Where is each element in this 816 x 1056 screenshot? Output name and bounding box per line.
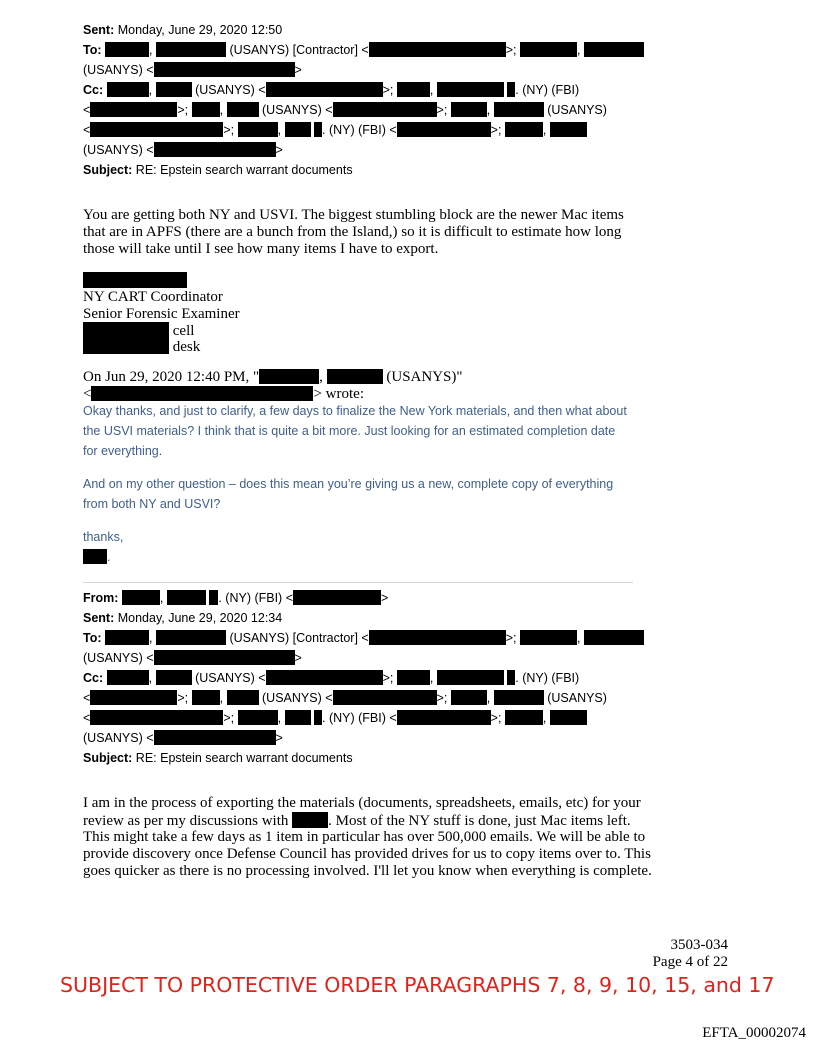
redaction <box>397 710 491 725</box>
body-line: provide discovery once Defense Council has provided drives for us to copy items over to. This <box>83 846 651 862</box>
signature-cell: cell <box>83 322 194 340</box>
document-number: 3503-034 <box>670 937 728 953</box>
redaction <box>192 102 220 117</box>
from-line: From: , . (NY) (FBI) < > <box>83 591 389 605</box>
signature-name <box>83 272 187 290</box>
redaction <box>584 630 644 645</box>
redaction <box>227 690 259 705</box>
bates-number: EFTA_00002074 <box>702 1025 806 1041</box>
redaction <box>154 62 295 77</box>
redaction <box>505 122 543 137</box>
to-line-1: To: , (USANYS) [Contractor] < >; , <box>83 40 644 60</box>
redaction <box>105 630 149 645</box>
signature-desk: desk <box>83 338 200 356</box>
to-line-2: (USANYS) < > <box>83 63 302 77</box>
redaction <box>227 102 259 117</box>
quoted-line: from both NY and USVI? <box>83 497 221 511</box>
redaction <box>437 82 504 97</box>
redaction <box>107 670 149 685</box>
redaction <box>91 386 313 401</box>
redaction <box>494 690 544 705</box>
redaction <box>192 690 220 705</box>
sent-line-2: Sent: Monday, June 29, 2020 12:34 <box>83 611 283 625</box>
redaction <box>494 102 544 117</box>
quoted-thanks: thanks, <box>83 530 124 544</box>
redaction <box>156 630 226 645</box>
separator <box>83 582 633 583</box>
redaction <box>154 650 295 665</box>
sent-line-1: Sent: Monday, June 29, 2020 12:50 <box>83 23 283 37</box>
quoted-signoff: . <box>83 547 110 567</box>
quoted-line: And on my other question – does this mean you’re giving us a new, complete copy of everything <box>83 477 614 491</box>
redaction <box>83 272 187 288</box>
signature-title: NY CART Coordinator <box>83 289 223 305</box>
signature-title: Senior Forensic Examiner <box>83 306 240 322</box>
redaction <box>314 710 322 725</box>
cc-line-2: < >; , (USANYS) < >; , (USANYS) <box>83 103 607 117</box>
cc-line-3b: < >; , . (NY) (FBI) < >; , <box>83 708 587 728</box>
to-line-2b: (USANYS) < > <box>83 651 302 665</box>
redaction <box>90 710 223 725</box>
quote-intro-email: < > wrote: <box>83 386 364 402</box>
body-line: This might take a few days as 1 item in particular has over 500,000 emails. We will be able to <box>83 829 646 845</box>
redaction <box>520 630 577 645</box>
redaction <box>209 590 218 605</box>
redaction <box>107 82 149 97</box>
redaction <box>83 322 169 338</box>
redaction <box>550 122 587 137</box>
body-line: that are in APFS (there are a bunch from the Island,) so it is difficult to estimate how long <box>83 224 622 240</box>
redaction <box>437 670 504 685</box>
redaction <box>90 690 177 705</box>
redaction <box>397 670 430 685</box>
redaction <box>167 590 206 605</box>
page-number: Page 4 of 22 <box>652 954 728 970</box>
redaction <box>238 122 278 137</box>
redaction <box>285 122 311 137</box>
quote-intro: On Jun 29, 2020 12:40 PM, " , (USANYS)" <box>83 369 463 385</box>
protective-order-banner: SUBJECT TO PROTECTIVE ORDER PARAGRAPHS 7, 8, 9, 10, 15, and 17 <box>60 973 775 997</box>
redaction <box>90 102 177 117</box>
redaction <box>451 102 487 117</box>
to-line-1b: To: , (USANYS) [Contractor] < >; , <box>83 628 644 648</box>
redaction <box>154 142 276 157</box>
redaction <box>505 710 543 725</box>
redaction <box>327 369 383 384</box>
redaction <box>154 730 276 745</box>
redaction <box>333 690 437 705</box>
redaction <box>156 42 226 57</box>
cc-line-1: Cc: , (USANYS) < >; , . (NY) (FBI) <box>83 83 580 97</box>
subject-line-2: Subject: RE: Epstein search warrant documents <box>83 751 353 765</box>
redaction <box>285 710 311 725</box>
quoted-line: Okay thanks, and just to clarify, a few days to finalize the New York materials, and then what about <box>83 404 627 418</box>
redaction <box>369 630 506 645</box>
cc-line-3: < >; , . (NY) (FBI) < >; , <box>83 120 587 140</box>
body-line: I am in the process of exporting the materials (documents, spreadsheets, emails, etc) for your <box>83 795 641 811</box>
redaction <box>266 670 383 685</box>
redaction <box>293 590 381 605</box>
body-line: You are getting both NY and USVI. The biggest stumbling block are the newer Mac items <box>83 207 624 223</box>
cc-line-4: (USANYS) < > <box>83 143 283 157</box>
redaction <box>397 122 491 137</box>
body-line: those will take until I see how many items I have to export. <box>83 241 439 257</box>
redaction <box>259 369 319 384</box>
quoted-line: the USVI materials? I think that is quite a bit more. Just looking for an estimated completion date <box>83 424 616 438</box>
redaction <box>292 812 328 828</box>
cc-line-2b: < >; , (USANYS) < >; , (USANYS) <box>83 691 607 705</box>
redaction <box>550 710 587 725</box>
redaction <box>122 590 160 605</box>
redaction <box>83 549 107 564</box>
sent-value: Monday, June 29, 2020 12:50 <box>117 23 283 37</box>
quoted-line: for everything. <box>83 444 163 458</box>
redaction <box>451 690 487 705</box>
redaction <box>369 42 506 57</box>
cc-line-1b: Cc: , (USANYS) < >; , . (NY) (FBI) <box>83 671 580 685</box>
body-line: review as per my discussions with . Most of the NY stuff is done, just Mac items left. <box>83 813 631 829</box>
redaction <box>83 338 169 354</box>
redaction <box>90 122 223 137</box>
redaction <box>156 82 192 97</box>
redaction <box>333 102 437 117</box>
body-line: goes quicker as there is no processing involved. I'll let you know when everything is complete. <box>83 863 652 879</box>
subject-line-1: Subject: RE: Epstein search warrant documents <box>83 163 353 177</box>
redaction <box>105 42 149 57</box>
redaction <box>156 670 192 685</box>
redaction <box>520 42 577 57</box>
redaction <box>314 122 322 137</box>
redaction <box>238 710 278 725</box>
redaction <box>584 42 644 57</box>
redaction <box>397 82 430 97</box>
redaction <box>266 82 383 97</box>
cc-line-4b: (USANYS) < > <box>83 731 283 745</box>
